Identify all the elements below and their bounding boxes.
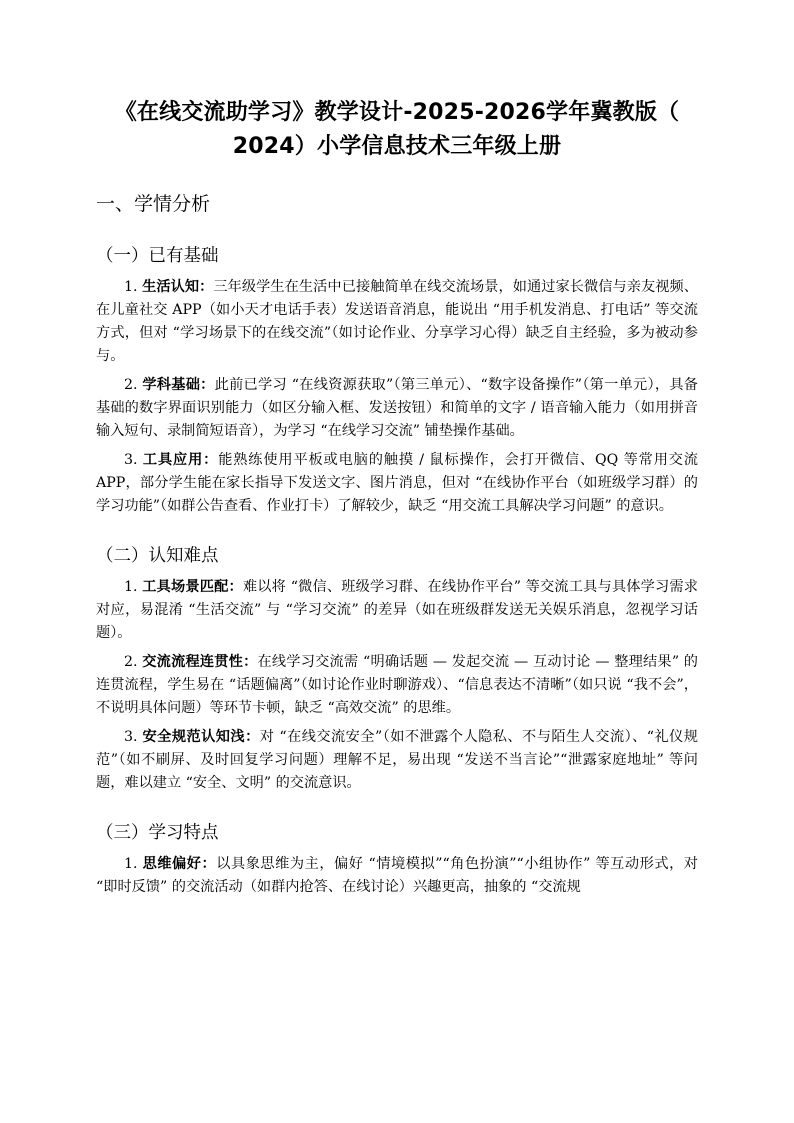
subsection-heading-cognitive-difficulties: （二）认知难点: [96, 546, 219, 566]
paragraph-item: [96, 449, 698, 518]
item-text: 在线学习交流需 “明确话题 — 发起交流 — 互动讨论 — 整理结果” 的连贯流程，学生易在 “话题偏离”（如讨论作业时聊游戏）、“信息表达不清晰”（如只说 “我不会”，不说明具体问题）等环节卡顿，缺乏 “高效交流” 的思维。: [96, 654, 698, 716]
item-lead: 学科基础: [142, 377, 201, 393]
paragraph-item: [96, 374, 698, 443]
item-number: 1.: [124, 856, 138, 872]
item-number: 3.: [124, 452, 138, 468]
item-lead: 工具应用: [142, 452, 204, 468]
paragraph-item: [96, 576, 698, 645]
item-separator: ：: [203, 452, 219, 468]
item-lead: 思维偏好: [142, 856, 202, 872]
item-lead: 安全规范认知浅: [142, 729, 246, 745]
subsection-heading-learning-characteristics: （三）学习特点: [96, 823, 219, 843]
title-line-2: 2024）小学信息技术三年级上册: [232, 134, 562, 159]
item-text: 以具象思维为主，偏好 “情境模拟”“角色扮演”“小组协作” 等互动形式，对 “即时反馈” 的交流活动（如群内抢答、在线讨论）兴趣更高，抽象的 “交流规: [96, 856, 698, 895]
document-title: [96, 96, 698, 164]
item-separator: ：: [200, 377, 215, 393]
item-lead: 生活认知: [142, 279, 200, 295]
item-separator: ：: [199, 279, 214, 295]
item-separator: ：: [243, 654, 258, 670]
item-number: 2.: [124, 654, 138, 670]
item-text: 难以将 “微信、班级学习群、在线协作平台” 等交流工具与具体学习需求对应，易混淆 “生活交流” 与 “学习交流” 的差异（如在班级群发送无关娱乐消息，忽视学习话题）。: [96, 579, 698, 641]
item-number: 2.: [124, 377, 138, 393]
paragraph-item: [96, 651, 698, 720]
item-lead: 工具场景匹配: [142, 579, 229, 595]
item-text: 三年级学生在生活中已接触简单在线交流场景，如通过家长微信与亲友视频、在儿童社交 APP（如小天才电话手表）发送语音消息，能说出 “用手机发消息、打电话” 等交流方式，但对 “学习场景下的在线交流”（如讨论作业、分享学习心得）缺乏自主经验，多为被动参与。: [96, 279, 698, 364]
paragraph-item: [96, 276, 698, 368]
item-text: 能熟练使用平板或电脑的触摸 / 鼠标操作，会打开微信、QQ 等常用交流 APP，部分学生能在家长指导下发送文字、图片消息，但对 “在线协作平台（如班级学习群）的学习功能”（如群公告查看、作业打卡）了解较少，缺乏 “用交流工具解决学习问题” 的意识。: [96, 452, 698, 514]
item-number: 1.: [124, 579, 138, 595]
item-lead: 交流流程连贯性: [142, 654, 244, 670]
section-heading-learner-analysis: 一、学情分析: [96, 193, 211, 215]
subsection-heading-existing-basis: （一）已有基础: [96, 246, 219, 266]
paragraph-item: [96, 853, 698, 899]
item-number: 1.: [124, 279, 138, 295]
item-separator: ：: [228, 579, 243, 595]
title-line-1: 《在线交流助学习》教学设计-2025-2026学年冀教版（: [114, 100, 680, 125]
item-number: 3.: [124, 729, 138, 745]
item-text: 对 “在线交流安全”（如不泄露个人隐私、不与陌生人交流）、“礼仪规范”（如不刷屏、及时回复学习问题）理解不足，易出现 “发送不当言论”“泄露家庭地址” 等问题，难以建立 “安全、文明” 的交流意识。: [96, 729, 698, 791]
paragraph-item: [96, 726, 698, 795]
item-text: 此前已学习 “在线资源获取”（第三单元）、“数字设备操作”（第一单元），具备基础的数字界面识别能力（如区分输入框、发送按钮）和简单的文字 / 语音输入能力（如用拼音输入短句、录制简短语音），为学习 “在线学习交流” 铺垫操作基础。: [96, 377, 698, 439]
item-separator: ：: [245, 729, 260, 745]
item-separator: ：: [201, 856, 217, 872]
